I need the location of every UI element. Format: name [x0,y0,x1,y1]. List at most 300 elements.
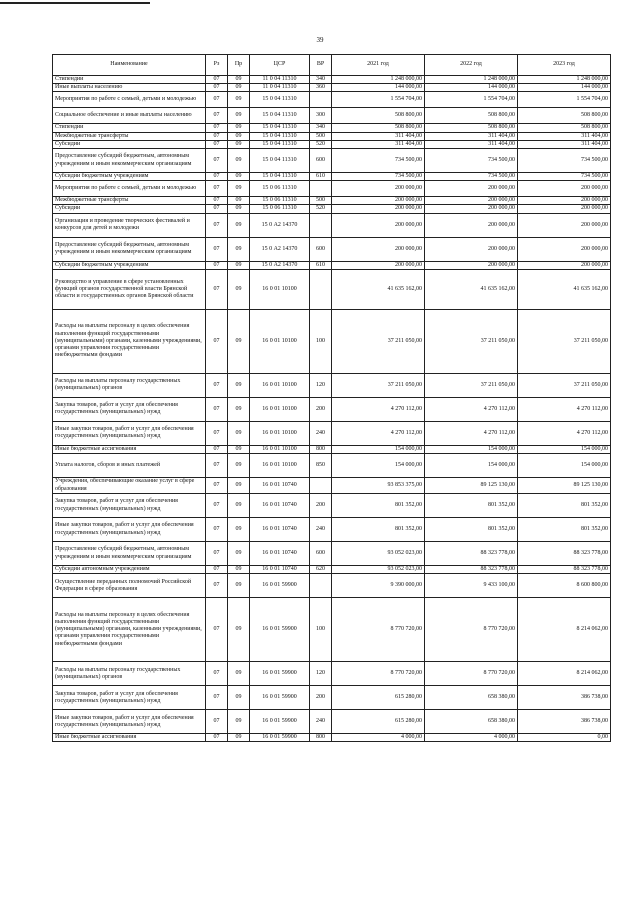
cell-y2022: 1 554 704,00 [425,92,518,108]
cell-name: Предоставление субсидий бюджетным, автономным учреждениям и иным некоммерческим организациям [53,149,206,173]
table-row [53,124,611,132]
cell-y2021: 1 554 704,00 [332,92,425,108]
cell-y2022: 200 000,00 [425,261,518,269]
cell-y2023: 200 000,00 [518,181,611,197]
cell-y2021: 8 770 720,00 [332,598,425,662]
cell-y2021: 801 352,00 [332,494,425,518]
cell-vr: 240 [310,421,332,445]
cell-vr: 100 [310,598,332,662]
cell-vr: 800 [310,445,332,453]
cell-pr: 09 [228,662,250,686]
cell-csr: 15 0 04 11310 [250,173,310,181]
cell-csr: 11 0 04 11310 [250,76,310,84]
header-csr: ЦСР [250,55,310,76]
cell-rz: 07 [206,92,228,108]
cell-pr: 09 [228,494,250,518]
cell-csr: 16 0 01 10100 [250,397,310,421]
cell-y2023: 8 600 800,00 [518,574,611,598]
cell-y2021: 200 000,00 [332,181,425,197]
cell-y2023: 4 270 112,00 [518,397,611,421]
cell-vr: 360 [310,84,332,92]
cell-rz: 07 [206,76,228,84]
cell-pr: 09 [228,309,250,373]
cell-y2023: 154 000,00 [518,454,611,478]
cell-rz: 07 [206,662,228,686]
header-2023: 2023 год [518,55,611,76]
cell-y2022: 200 000,00 [425,181,518,197]
cell-y2023: 386 738,00 [518,686,611,710]
cell-name: Расходы на выплаты персоналу государственных (муниципальных) органов [53,373,206,397]
cell-y2021: 200 000,00 [332,197,425,205]
cell-rz: 07 [206,173,228,181]
cell-name: Расходы на выплаты персоналу в целях обеспечения выполнения функций государственными (муниципальными) органами, казенными учреждениями, органами управления государственными внебюджетными фондами [53,598,206,662]
table-row [53,574,611,598]
cell-rz: 07 [206,494,228,518]
table-row [53,132,611,140]
cell-pr: 09 [228,181,250,197]
cell-y2021: 4 270 112,00 [332,397,425,421]
cell-rz: 07 [206,373,228,397]
cell-csr: 15 0 04 11310 [250,92,310,108]
cell-vr: 200 [310,397,332,421]
cell-y2023: 801 352,00 [518,518,611,542]
cell-vr: 610 [310,173,332,181]
table-row [53,92,611,108]
cell-vr: 240 [310,710,332,734]
cell-name: Иные выплаты населению [53,84,206,92]
cell-csr: 16 0 01 59900 [250,598,310,662]
cell-name: Иные бюджетные ассигнования [53,445,206,453]
cell-y2023: 200 000,00 [518,237,611,261]
cell-pr: 09 [228,140,250,148]
cell-vr: 500 [310,132,332,140]
cell-rz: 07 [206,197,228,205]
cell-csr: 15 0 А2 14370 [250,237,310,261]
cell-y2023: 8 214 062,00 [518,598,611,662]
cell-rz: 07 [206,269,228,309]
cell-y2022: 200 000,00 [425,197,518,205]
table-body [53,76,611,742]
cell-rz: 07 [206,205,228,213]
cell-pr: 09 [228,445,250,453]
cell-y2021: 508 800,00 [332,124,425,132]
cell-y2022: 154 000,00 [425,445,518,453]
cell-y2022: 88 323 778,00 [425,542,518,566]
cell-pr: 09 [228,84,250,92]
cell-pr: 09 [228,478,250,494]
cell-name: Закупка товаров, работ и услуг для обеспечения государственных (муниципальных) нужд [53,397,206,421]
cell-y2023: 200 000,00 [518,205,611,213]
cell-name: Социальное обеспечение и иные выплаты населению [53,108,206,124]
table-row [53,269,611,309]
cell-pr: 09 [228,237,250,261]
cell-pr: 09 [228,149,250,173]
cell-y2023: 801 352,00 [518,494,611,518]
cell-y2023: 734 500,00 [518,173,611,181]
cell-vr: 340 [310,76,332,84]
cell-name: Субсидии [53,140,206,148]
cell-name: Осуществление переданных полномочий Российской Федерации в сфере образования [53,574,206,598]
cell-y2023: 154 000,00 [518,445,611,453]
cell-pr: 09 [228,108,250,124]
table-row [53,494,611,518]
table-row [53,566,611,574]
cell-rz: 07 [206,261,228,269]
cell-vr [310,213,332,237]
cell-y2021: 144 000,00 [332,84,425,92]
cell-y2023: 41 635 162,00 [518,269,611,309]
cell-pr: 09 [228,454,250,478]
top-rule [0,2,150,4]
table-row [53,108,611,124]
cell-rz: 07 [206,421,228,445]
cell-csr: 15 0 04 11310 [250,108,310,124]
cell-y2023: 734 500,00 [518,149,611,173]
cell-y2021: 8 770 720,00 [332,662,425,686]
cell-vr: 200 [310,686,332,710]
cell-y2021: 615 280,00 [332,710,425,734]
cell-vr: 520 [310,140,332,148]
cell-y2022: 801 352,00 [425,494,518,518]
cell-pr: 09 [228,132,250,140]
cell-y2022: 8 770 720,00 [425,598,518,662]
cell-y2021: 200 000,00 [332,261,425,269]
cell-y2023: 311 404,00 [518,132,611,140]
cell-y2023: 144 000,00 [518,84,611,92]
cell-name: Субсидии [53,205,206,213]
header-2022: 2022 год [425,55,518,76]
table-row [53,445,611,453]
cell-vr: 520 [310,205,332,213]
cell-csr: 16 0 01 10740 [250,518,310,542]
cell-y2023: 89 125 130,00 [518,478,611,494]
cell-y2021: 37 211 050,00 [332,309,425,373]
cell-name: Мероприятия по работе с семьей, детьми и молодежью [53,92,206,108]
table-row [53,84,611,92]
cell-pr: 09 [228,261,250,269]
table-row [53,710,611,734]
cell-y2021: 1 248 000,00 [332,76,425,84]
cell-pr: 09 [228,173,250,181]
table-row [53,734,611,742]
cell-y2021: 93 052 023,00 [332,542,425,566]
cell-y2021: 154 000,00 [332,445,425,453]
cell-rz: 07 [206,542,228,566]
cell-csr: 11 0 04 11310 [250,84,310,92]
cell-vr [310,574,332,598]
table-row [53,542,611,566]
cell-vr: 340 [310,124,332,132]
cell-pr: 09 [228,269,250,309]
cell-name: Стипендии [53,76,206,84]
cell-y2023: 200 000,00 [518,197,611,205]
cell-csr: 16 0 01 10100 [250,421,310,445]
cell-y2023: 508 800,00 [518,108,611,124]
cell-y2022: 4 000,00 [425,734,518,742]
cell-name: Закупка товаров, работ и услуг для обеспечения государственных (муниципальных) нужд [53,494,206,518]
cell-name: Предоставление субсидий бюджетным, автономным учреждениям и иным некоммерческим организациям [53,237,206,261]
cell-vr [310,92,332,108]
table-row [53,213,611,237]
table-row [53,662,611,686]
cell-vr: 600 [310,149,332,173]
cell-y2023: 508 800,00 [518,124,611,132]
cell-rz: 07 [206,445,228,453]
cell-csr: 16 0 01 59900 [250,734,310,742]
cell-rz: 07 [206,566,228,574]
cell-csr: 16 0 01 10100 [250,454,310,478]
cell-name: Иные закупки товаров, работ и услуг для обеспечения государственных (муниципальных) нужд [53,710,206,734]
cell-y2022: 4 270 112,00 [425,397,518,421]
cell-y2021: 9 390 000,00 [332,574,425,598]
cell-vr [310,181,332,197]
cell-y2023: 1 554 704,00 [518,92,611,108]
cell-name: Субсидии бюджетным учреждениям [53,173,206,181]
cell-name: Иные бюджетные ассигнования [53,734,206,742]
cell-csr: 16 0 01 59900 [250,574,310,598]
cell-csr: 16 0 01 10740 [250,542,310,566]
cell-pr: 09 [228,566,250,574]
cell-csr: 16 0 01 10740 [250,566,310,574]
cell-y2023: 386 738,00 [518,710,611,734]
table-row [53,76,611,84]
cell-csr: 15 0 06 11310 [250,197,310,205]
cell-y2022: 37 211 050,00 [425,373,518,397]
cell-name: Межбюджетные трансферты [53,132,206,140]
cell-y2023: 4 270 112,00 [518,421,611,445]
header-vr: ВР [310,55,332,76]
cell-vr: 600 [310,542,332,566]
cell-y2022: 144 000,00 [425,84,518,92]
cell-pr: 09 [228,76,250,84]
cell-pr: 09 [228,373,250,397]
cell-pr: 09 [228,598,250,662]
cell-rz: 07 [206,686,228,710]
cell-y2022: 508 800,00 [425,108,518,124]
cell-vr: 240 [310,518,332,542]
cell-y2023: 8 214 062,00 [518,662,611,686]
cell-name: Субсидии бюджетным учреждениям [53,261,206,269]
cell-csr: 15 0 04 11310 [250,124,310,132]
cell-y2021: 311 404,00 [332,140,425,148]
cell-y2023: 200 000,00 [518,213,611,237]
cell-y2021: 615 280,00 [332,686,425,710]
header-rz: Рз [206,55,228,76]
cell-y2021: 734 500,00 [332,173,425,181]
cell-y2021: 4 000,00 [332,734,425,742]
cell-rz: 07 [206,132,228,140]
cell-pr: 09 [228,518,250,542]
cell-y2021: 154 000,00 [332,454,425,478]
table-row [53,686,611,710]
cell-y2022: 154 000,00 [425,454,518,478]
cell-csr: 16 0 01 10740 [250,478,310,494]
cell-rz: 07 [206,574,228,598]
cell-pr: 09 [228,124,250,132]
cell-csr: 16 0 01 10100 [250,269,310,309]
cell-vr: 800 [310,734,332,742]
cell-rz: 07 [206,710,228,734]
cell-vr: 120 [310,662,332,686]
cell-vr: 500 [310,197,332,205]
table-row [53,173,611,181]
cell-y2021: 508 800,00 [332,108,425,124]
table-row [53,397,611,421]
cell-name: Организация и проведение творческих фестивалей и конкурсов для детей и молодежи [53,213,206,237]
cell-y2023: 0,00 [518,734,611,742]
table-row [53,140,611,148]
cell-pr: 09 [228,92,250,108]
cell-vr: 200 [310,494,332,518]
page-number: 39 [316,36,324,44]
table-row [53,197,611,205]
cell-csr: 16 0 01 10100 [250,445,310,453]
cell-rz: 07 [206,518,228,542]
table-row [53,478,611,494]
cell-rz: 07 [206,309,228,373]
cell-rz: 07 [206,124,228,132]
cell-rz: 07 [206,149,228,173]
cell-y2022: 1 248 000,00 [425,76,518,84]
cell-y2021: 37 211 050,00 [332,373,425,397]
cell-vr: 120 [310,373,332,397]
cell-y2023: 311 404,00 [518,140,611,148]
cell-name: Руководство и управление в сфере установленных функций органов государственной власти Брянской области и государственных органов Брянской области [53,269,206,309]
cell-rz: 07 [206,397,228,421]
cell-y2021: 801 352,00 [332,518,425,542]
budget-table [52,54,611,742]
header-2021: 2021 год [332,55,425,76]
cell-pr: 09 [228,197,250,205]
table-row [53,205,611,213]
header-name: Наименование [53,55,206,76]
cell-y2022: 37 211 050,00 [425,309,518,373]
cell-y2023: 37 211 050,00 [518,309,611,373]
cell-csr: 16 0 01 59900 [250,686,310,710]
cell-y2021: 200 000,00 [332,205,425,213]
cell-rz: 07 [206,237,228,261]
cell-y2021: 4 270 112,00 [332,421,425,445]
cell-rz: 07 [206,181,228,197]
table-row [53,373,611,397]
cell-y2022: 41 635 162,00 [425,269,518,309]
cell-name: Предоставление субсидий бюджетным, автономным учреждениям и иным некоммерческим организациям [53,542,206,566]
cell-csr: 15 0 А2 14370 [250,213,310,237]
cell-csr: 15 0 04 11310 [250,132,310,140]
cell-rz: 07 [206,734,228,742]
cell-csr: 16 0 01 10100 [250,309,310,373]
cell-csr: 15 0 06 11310 [250,205,310,213]
table-row [53,261,611,269]
cell-y2021: 734 500,00 [332,149,425,173]
cell-pr: 09 [228,710,250,734]
cell-y2022: 89 125 130,00 [425,478,518,494]
cell-pr: 09 [228,686,250,710]
cell-csr: 15 0 04 11310 [250,149,310,173]
cell-y2021: 200 000,00 [332,213,425,237]
cell-vr: 600 [310,237,332,261]
cell-pr: 09 [228,397,250,421]
cell-y2023: 88 323 778,00 [518,542,611,566]
cell-csr: 15 0 А2 14370 [250,261,310,269]
cell-y2022: 508 800,00 [425,124,518,132]
cell-y2022: 4 270 112,00 [425,421,518,445]
cell-csr: 16 0 01 59900 [250,662,310,686]
cell-y2022: 658 380,00 [425,686,518,710]
cell-y2021: 93 853 375,00 [332,478,425,494]
table-row [53,454,611,478]
cell-rz: 07 [206,213,228,237]
cell-name: Стипендии [53,124,206,132]
cell-name: Мероприятия по работе с семьей, детьми и молодежью [53,181,206,197]
cell-y2022: 734 500,00 [425,173,518,181]
cell-y2023: 37 211 050,00 [518,373,611,397]
cell-y2023: 1 248 000,00 [518,76,611,84]
cell-name: Уплата налогов, сборов и иных платежей [53,454,206,478]
cell-y2022: 658 380,00 [425,710,518,734]
cell-vr: 300 [310,108,332,124]
cell-y2023: 88 323 778,00 [518,566,611,574]
cell-y2022: 88 323 778,00 [425,566,518,574]
cell-name: Иные закупки товаров, работ и услуг для обеспечения государственных (муниципальных) нужд [53,421,206,445]
cell-csr: 16 0 01 10740 [250,494,310,518]
table-row [53,149,611,173]
cell-y2021: 200 000,00 [332,237,425,261]
cell-vr: 620 [310,566,332,574]
cell-rz: 07 [206,454,228,478]
table-row [53,237,611,261]
cell-pr: 09 [228,213,250,237]
cell-name: Иные закупки товаров, работ и услуг для обеспечения государственных (муниципальных) нужд [53,518,206,542]
table-row [53,421,611,445]
table-row [53,181,611,197]
table-row [53,598,611,662]
cell-vr [310,478,332,494]
table-header-row [53,55,611,76]
cell-vr [310,269,332,309]
cell-name: Учреждения, обеспечивающие оказание услуг в сфере образования [53,478,206,494]
cell-name: Расходы на выплаты персоналу в целях обеспечения выполнения функций государственными (муниципальными) органами, казенными учреждениями, органами управления государственными внебюджетными фондами [53,309,206,373]
cell-y2023: 200 000,00 [518,261,611,269]
cell-rz: 07 [206,108,228,124]
cell-name: Расходы на выплаты персоналу государственных (муниципальных) органов [53,662,206,686]
cell-y2022: 801 352,00 [425,518,518,542]
table-row [53,309,611,373]
cell-y2021: 93 052 023,00 [332,566,425,574]
header-pr: Пр [228,55,250,76]
cell-csr: 15 0 06 11310 [250,181,310,197]
cell-name: Закупка товаров, работ и услуг для обеспечения государственных (муниципальных) нужд [53,686,206,710]
cell-y2021: 311 404,00 [332,132,425,140]
cell-vr: 610 [310,261,332,269]
cell-y2022: 734 500,00 [425,149,518,173]
cell-csr: 16 0 01 10100 [250,373,310,397]
cell-y2022: 200 000,00 [425,213,518,237]
cell-y2022: 200 000,00 [425,205,518,213]
cell-vr: 100 [310,309,332,373]
cell-y2022: 8 770 720,00 [425,662,518,686]
cell-rz: 07 [206,84,228,92]
cell-y2022: 9 433 100,00 [425,574,518,598]
cell-rz: 07 [206,478,228,494]
cell-pr: 09 [228,734,250,742]
cell-y2022: 311 404,00 [425,132,518,140]
cell-name: Субсидии автономным учреждениям [53,566,206,574]
cell-pr: 09 [228,205,250,213]
table-row [53,518,611,542]
cell-csr: 16 0 01 59900 [250,710,310,734]
cell-rz: 07 [206,140,228,148]
